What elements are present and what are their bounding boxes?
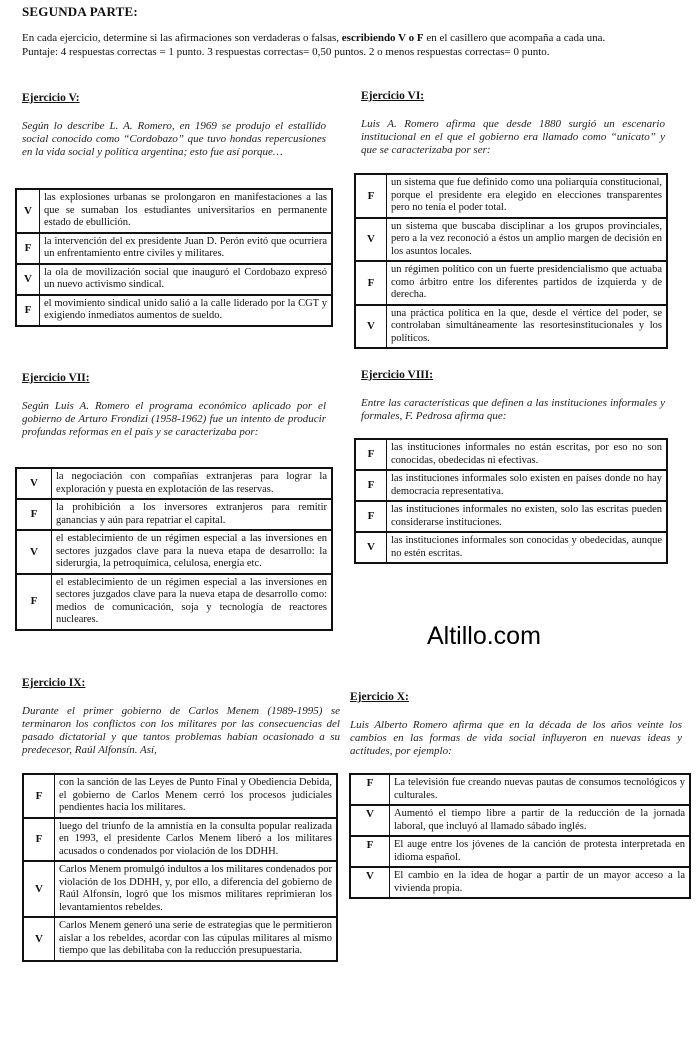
answer-cell[interactable]: V (350, 867, 390, 898)
table-row (355, 261, 667, 305)
answer-cell[interactable]: F (355, 174, 387, 218)
answer-cell[interactable]: F (23, 818, 55, 862)
table-row (16, 189, 332, 233)
answer-cell[interactable]: F (16, 295, 40, 326)
statement-text: las instituciones informales solo existen en países donde no hay democracia representativa. (387, 470, 668, 501)
statement-text: la ola de movilización social que inauguró el Cordobazo expresó un nuevo activismo sindical. (40, 264, 333, 295)
table-row (23, 774, 337, 818)
table-row (355, 532, 667, 563)
table-row (23, 818, 337, 862)
statement-text: con la sanción de las Leyes de Punto Final y Obediencia Debida, el gobierno de Carlos Menem cerró los procesos judiciales pendientes hacia los militares. (55, 774, 338, 818)
page-title: SEGUNDA PARTE: (22, 4, 138, 19)
answer-cell[interactable]: F (23, 774, 55, 818)
table-row (16, 233, 332, 264)
exercise-7-lead: Según Luis A. Romero el programa económico aplicado por el gobierno de Arturo Frondizi (1958-1962) fue un intento de producir profundas reformas en el país y se caracterizaba por: (22, 400, 326, 438)
statement-text: el establecimiento de un régimen especial a las inversiones en sectores juzgados clave para la nueva etapa de desarrollo: la siderurgia, la petroquímica, celulosa, energía etc. (52, 530, 333, 574)
statement-text: el establecimiento de un régimen especial a las inversiones en sectores juzgados clave para la nueva etapa de desarrollo como: medios de comunicación, soja y tecnología de reactores nucleares. (52, 574, 333, 630)
table-row (350, 836, 690, 867)
exercise-9-lead: Durante el primer gobierno de Carlos Menem (1989-1995) se terminaron los conflictos con los militares por las consecuencias del pasado dictatorial y que tantos problemas habían ocasionado a su predecesor, Raúl Alfonsín. Así, (22, 705, 340, 756)
answer-cell[interactable]: F (16, 499, 52, 530)
instructions (22, 32, 672, 59)
table-row (16, 295, 332, 326)
answer-cell[interactable]: V (16, 264, 40, 295)
exercise-8-table (354, 438, 668, 564)
instructions-line-2: Puntaje: 4 respuestas correctas = 1 punto. 3 respuestas correctas= 0,50 puntos. 2 o menos respuestas correctas= 0 punto. (22, 45, 550, 58)
table-row (350, 805, 690, 836)
statement-text: la intervención del ex presidente Juan D. Perón evitó que ocurriera un enfrentamiento entre civiles y militares. (40, 233, 333, 264)
exercise-6-heading: Ejercicio VI: (361, 90, 425, 102)
statement-text: las instituciones informales no existen, solo las escritas pueden considerarse instituciones. (387, 501, 668, 532)
table-row (16, 530, 332, 574)
table-row (16, 264, 332, 295)
statement-text: La televisión fue creando nuevas pautas de consumos tecnológicos y culturales. (390, 774, 691, 805)
exercise-6-lead: Luis A. Romero afirma que desde 1880 surgió un escenario institucional en el que el gobierno era llamado como “unicato” y que se caracterizaba por ser: (361, 118, 665, 156)
watermark-logo: Altillo.com (427, 622, 541, 650)
statement-text: las instituciones informales no están escritas, por eso no son conocidas, obedecidas ni efectivas. (387, 439, 668, 470)
statement-text: la negociación con compañías extranjeras para lograr la exploración y puesta en explotación de las reservas. (52, 468, 333, 499)
answer-cell[interactable]: F (355, 439, 387, 470)
exercise-8-lead: Entre las características que definen a las instituciones informales y formales, F. Pedrosa afirma que: (361, 397, 665, 422)
exercise-5-heading: Ejercicio V: (22, 92, 80, 104)
table-row (23, 861, 337, 917)
statement-text: luego del triunfo de la amnistía en la consulta popular realizada en 1993, el presidente Carlos Menem liberó a los militares acusados o condenados por violación de los DDHH. (55, 818, 338, 862)
table-row (350, 867, 690, 898)
statement-text: las explosiones urbanas se prolongaron en manifestaciones a las que se sumaban los estudiantes universitarios en permanente estado de ebullición. (40, 189, 333, 233)
statement-text: El auge entre los jóvenes de la canción de protesta interpretada en idioma español. (390, 836, 691, 867)
table-row (355, 305, 667, 349)
answer-cell[interactable]: F (16, 233, 40, 264)
table-row (355, 501, 667, 532)
table-row (16, 499, 332, 530)
answer-cell[interactable]: F (355, 261, 387, 305)
table-row (355, 470, 667, 501)
statement-text: una práctica política en la que, desde el vértice del poder, se controlaban simultáneamente las resortesinstitucionales y los políticos. (387, 305, 668, 349)
answer-cell[interactable]: V (23, 861, 55, 917)
exercise-7-heading: Ejercicio VII: (22, 372, 90, 384)
answer-cell[interactable]: V (355, 305, 387, 349)
table-row (350, 774, 690, 805)
answer-cell[interactable]: V (355, 532, 387, 563)
statement-text: la prohibición a los inversores extranjeros para remitir ganancias y aún para repatriar el capital. (52, 499, 333, 530)
answer-cell[interactable]: F (350, 836, 390, 867)
answer-cell[interactable]: V (16, 530, 52, 574)
answer-cell[interactable]: F (350, 774, 390, 805)
instructions-line-1: En cada ejercicio, determine si las afirmaciones son verdaderas o falsas, escribiendo V o F en el casillero que acompaña a cada una. (22, 32, 606, 44)
answer-cell[interactable]: V (23, 917, 55, 961)
exercise-5-lead: Según lo describe L. A. Romero, en 1969 se produjo el estallido social conocido como “Cordobazo” que tuvo hondas repercusiones en la vida social y política argentina; esto fue así porque… (22, 120, 326, 158)
table-row (16, 574, 332, 630)
statement-text: el movimiento sindical unido salió a la calle liderado por la CGT y exigiendo inmediatos aumentos de sueldo. (40, 295, 333, 326)
statement-text: El cambio en la idea de hogar a partir de un mayor acceso a la vivienda propia. (390, 867, 691, 898)
exercise-9-heading: Ejercicio IX: (22, 677, 86, 689)
exercise-6-table (354, 173, 668, 349)
exercise-9-table (22, 773, 338, 962)
exercise-8-heading: Ejercicio VIII: (361, 369, 434, 381)
table-row (355, 439, 667, 470)
statement-text: Aumentó el tiempo libre a partir de la reducción de la jornada laboral, que incluyó al llamado sábado inglés. (390, 805, 691, 836)
answer-cell[interactable]: F (16, 574, 52, 630)
statement-text: Carlos Menem generó una serie de estrategias que le permitieron aislar a los rebeldes, acordar con las cúpulas militares al mismo tiempo que las debilitaba con la reducción presupuestaria. (55, 917, 338, 961)
answer-cell[interactable]: V (350, 805, 390, 836)
exercise-10-table (349, 773, 691, 899)
answer-cell[interactable]: V (16, 189, 40, 233)
answer-cell[interactable]: F (355, 470, 387, 501)
table-row (355, 218, 667, 262)
exercise-7-table (15, 467, 333, 631)
exercise-10-lead: Luis Alberto Romero afirma que en la década de los años veinte los cambios en las formas de vida social influyeron en nuevas ideas y actitudes, por ejemplo: (350, 719, 682, 757)
statement-text: Carlos Menem promulgó indultos a los militares condenados por violación de los DDHH, y, por ello, a diferencia del gobierno de Raúl Alfonsín, logró que los mismos militares reprimieran los levantamientos rebeldes. (55, 861, 338, 917)
statement-text: un régimen político con un fuerte presidencialismo que actuaba como árbitro entre los diferentes partidos de izquierda y de derecha. (387, 261, 668, 305)
answer-cell[interactable]: F (355, 501, 387, 532)
statement-text: un sistema que fue definido como una poliarquía constitucional, porque el presidente era elegido en elecciones transparentes pero no tenía el poder total. (387, 174, 668, 218)
table-row (16, 468, 332, 499)
answer-cell[interactable]: V (16, 468, 52, 499)
table-row (23, 917, 337, 961)
table-row (355, 174, 667, 218)
statement-text: un sistema que buscaba disciplinar a los grupos provinciales, pero a la vez reconoció a éstos un amplio margen de decisión en los asuntos locales. (387, 218, 668, 262)
statement-text: las instituciones informales son conocidas y obedecidas, aunque no estén escritas. (387, 532, 668, 563)
exercise-10-heading: Ejercicio X: (350, 691, 409, 703)
answer-cell[interactable]: V (355, 218, 387, 262)
exercise-5-table (15, 188, 333, 327)
